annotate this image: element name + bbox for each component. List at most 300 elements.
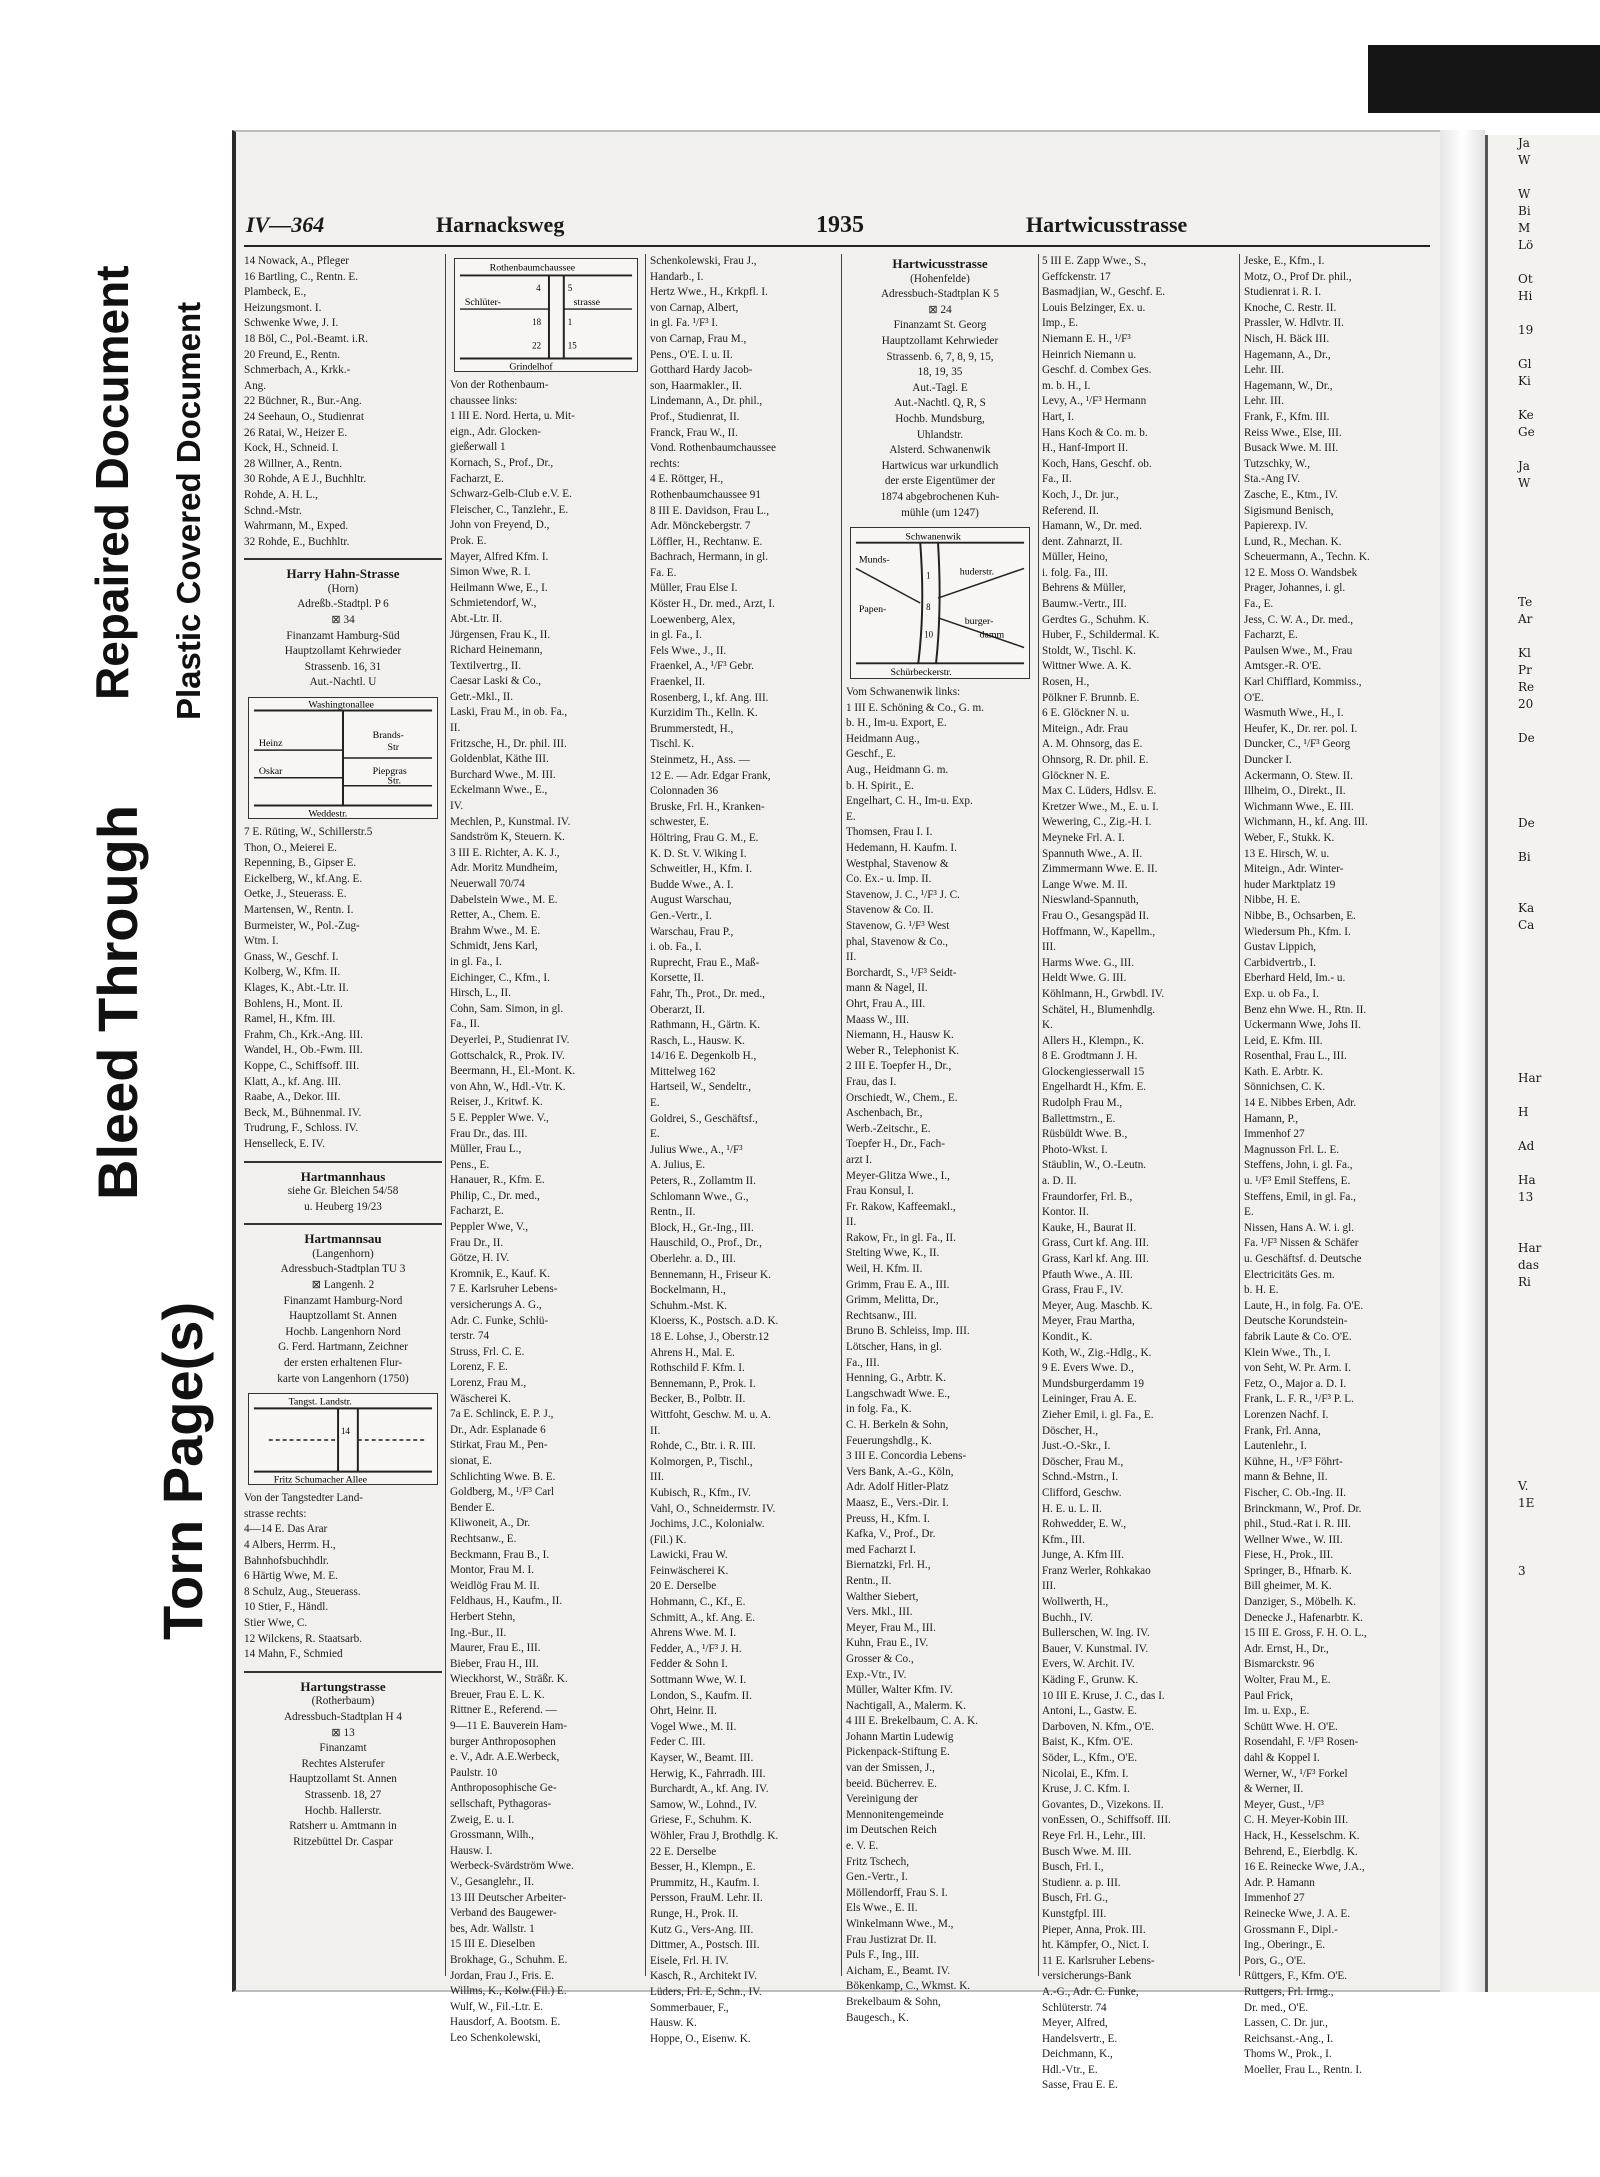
directory-line: Antoni, L., Gastw. E.	[1042, 1705, 1137, 1718]
directory-line: Pfauth Wwe., A. III.	[1042, 1268, 1133, 1281]
directory-line: 8 III E. Davidson, Frau L.,	[650, 504, 769, 517]
directory-line: Rosenthal, Frau L., III.	[1244, 1050, 1347, 1063]
directory-line: Rosen, H.,	[1042, 676, 1090, 689]
column-separator	[645, 254, 646, 1976]
column-separator	[1239, 254, 1240, 1976]
directory-line: Eisele, Frl. H. IV.	[650, 1954, 729, 1967]
directory-line: Magnusson Frl. L. E.	[1244, 1143, 1340, 1156]
directory-line: Grass, Karl kf. Ang. III.	[1042, 1253, 1149, 1265]
directory-line: Sasse, Frau E. E.	[1042, 2079, 1118, 2092]
directory-line: Vogel Wwe., M. II.	[650, 1720, 737, 1733]
directory-line: Weidlög Frau M. II.	[450, 1579, 540, 1592]
directory-line: Prager, Johannes, i. gl.	[1244, 582, 1346, 595]
directory-line: Kurzidim Th., Kelln. K.	[650, 707, 758, 720]
directory-line: strasse rechts:	[244, 1507, 307, 1520]
map-label: 1	[926, 570, 931, 581]
directory-line: C. H. Meyer-Kobin III.	[1244, 1814, 1349, 1827]
directory-line: Caesar Laski & Co.,	[450, 675, 542, 688]
directory-line: Aut.-Nachtl. Q, R, S	[894, 397, 986, 410]
adjacent-page-fragment	[1488, 832, 1600, 849]
directory-line: Brekelbaum & Sohn,	[846, 1995, 941, 2008]
directory-line: Fa., II.	[1042, 473, 1072, 486]
directory-line: Louis Belzinger, Ex. u.	[1042, 301, 1146, 314]
directory-line: Nisch, H. Bäck III.	[1244, 332, 1330, 345]
directory-line: Koppe, C., Schiffsoff. III.	[244, 1059, 360, 1072]
directory-line: Wollwerth, H.,	[1042, 1596, 1109, 1609]
adjacent-page-fragment	[1488, 985, 1600, 1002]
directory-line: Pölkner F. Brunnb. E.	[1042, 691, 1140, 704]
directory-line: 14 Mahn, F., Schmied	[244, 1648, 343, 1661]
directory-line: son, Haarmakler., II.	[650, 379, 742, 392]
directory-page	[232, 130, 1440, 2092]
directory-line: Fleischer, C., Tanzlehr., E.	[450, 503, 569, 516]
directory-line: Struss, Frl. C. E.	[450, 1345, 525, 1358]
directory-line: 7a E. Schlinck, E. P. J.,	[450, 1408, 554, 1421]
directory-line: Knoche, C. Restr. II.	[1244, 301, 1337, 314]
directory-line: Getr.-Mkl., II.	[450, 690, 514, 703]
directory-line: Rittner E., Referend. —	[450, 1704, 557, 1717]
directory-line: Ramel, H., Kfm. III.	[244, 1013, 336, 1026]
directory-line: Miteign., Adr. Winter-	[1244, 863, 1344, 876]
directory-line: Feder C. III.	[650, 1736, 706, 1749]
directory-line: Bullerschen, W. Ing. IV.	[1042, 1627, 1150, 1640]
directory-line: Fa. ¹/F³ Nissen & Schäfer	[1244, 1237, 1359, 1250]
directory-line: Studienr. a. p. III.	[1042, 1876, 1121, 1889]
directory-line: Wasmuth Wwe., H., I.	[1244, 707, 1344, 720]
directory-line: Hamann, P.,	[1244, 1112, 1299, 1125]
directory-line: 5 III E. Zapp Wwe., S.,	[1042, 255, 1147, 267]
directory-line: Kfm., III.	[1042, 1533, 1085, 1546]
directory-line: 14/16 E. Degenkolb H.,	[650, 1050, 757, 1063]
directory-line: Referend. II.	[1042, 504, 1099, 517]
directory-line: Meyer-Glitza Wwe., I.,	[846, 1169, 950, 1182]
directory-line: H. E. u. L. II.	[1042, 1502, 1102, 1515]
directory-line: Lautenlehr., I.	[1244, 1440, 1307, 1453]
directory-line: chaussee links:	[450, 394, 518, 407]
directory-line: Koth, W., Zig.-Hdlg., K.	[1042, 1346, 1152, 1359]
directory-line: Thoms W., Prok., I.	[1244, 2048, 1332, 2061]
directory-line: im Deutschen Reich	[846, 1824, 937, 1837]
directory-line: Baumw.-Vertr., III.	[1042, 598, 1127, 611]
adjacent-page-fragment	[1488, 1036, 1600, 1053]
directory-line: Engelhart, C. H., Im-u. Exp.	[846, 795, 973, 808]
directory-line: Meyer, Frau M., III.	[846, 1621, 936, 1634]
directory-line: Stoldt, W., Tischl. K.	[1042, 644, 1136, 657]
directory-line: Walther Siebert,	[846, 1590, 919, 1603]
directory-line: 7 E. Rüting, W., Schillerstr.5	[244, 826, 373, 839]
directory-line: versicherungs A. G.,	[450, 1299, 542, 1312]
adjacent-page-fragment	[1488, 1019, 1600, 1036]
directory-line: Laski, Frau M., in ob. Fa.,	[450, 706, 568, 719]
directory-line: 4 E. Röttger, H.,	[650, 473, 724, 486]
directory-line: Warschau, Frau P.,	[650, 925, 734, 938]
directory-line: Meyer, Alfred,	[1042, 2017, 1108, 2030]
directory-line: 4 Albers, Herrm. H.,	[244, 1539, 336, 1551]
directory-line: Fa., III.	[846, 1356, 880, 1369]
directory-line: Rathmann, H., Gärtn. K.	[650, 1019, 760, 1032]
directory-line: ht. Kämpfer, O., Nict. I.	[1042, 1939, 1150, 1952]
directory-line: Dr., Adr. Esplanade 6	[450, 1423, 546, 1436]
directory-line: Nieswland-Spannuth,	[1042, 894, 1139, 907]
entries-list	[244, 1491, 442, 1663]
directory-line: Hart, I.	[1042, 410, 1074, 423]
directory-line: Facharzt, E.	[450, 1205, 504, 1218]
directory-line: Gen.-Vertr., I.	[650, 909, 712, 922]
directory-line: Reye Frl. H., Lehr., III.	[1042, 1829, 1146, 1842]
map-label: 22	[532, 340, 542, 351]
directory-line: Exp. u. ob Fa., I.	[1244, 987, 1319, 1000]
map-label: Weddestr.	[308, 808, 348, 820]
directory-line: Beermann, H., El.-Mont. K.	[450, 1065, 576, 1078]
directory-line: Ruprecht, Frau E., Maß-	[650, 956, 760, 969]
adjacent-page-fragment	[1488, 1121, 1600, 1138]
adjacent-page-fragment	[1488, 1002, 1600, 1019]
column-2	[450, 254, 642, 2044]
directory-line: 13 E. Hirsch, W. u.	[1244, 847, 1330, 860]
adjacent-page-fragment: V.	[1518, 1479, 1529, 1493]
directory-line: ⊠ 34	[331, 614, 355, 627]
directory-line: arzt I.	[846, 1153, 873, 1166]
directory-line: Hartseil, W., Sendeltr.,	[650, 1081, 751, 1094]
directory-line: Hagemann, A., Dr.,	[1244, 348, 1331, 361]
directory-line: A.-G., Adr. C. Funke,	[1042, 1985, 1139, 1998]
map-label: Schwanenwik	[905, 531, 961, 543]
directory-line: 7 E. Karlsruher Lebens-	[450, 1283, 558, 1296]
directory-line: Richard Heinemann,	[450, 644, 543, 657]
directory-line: Scheuermann, A., Techn. K.	[1244, 551, 1370, 564]
directory-line: Leo Schenkolewski,	[450, 2031, 541, 2044]
directory-line: Klages, K., Abt.-Ltr. II.	[244, 981, 349, 994]
directory-line: b. H. E.	[1244, 1284, 1279, 1297]
directory-line: Ahrens H., Mal. E.	[650, 1346, 735, 1359]
directory-line: Pens., E.	[450, 1158, 490, 1171]
directory-line: Fetz, O., Major a. D. I.	[1244, 1377, 1347, 1390]
directory-line: Hausw. K.	[650, 2017, 697, 2030]
directory-line: Hauptzollamt St. Annen	[289, 1310, 397, 1323]
map-label: Oskar	[258, 765, 283, 777]
directory-line: Schlichting Wwe. B. E.	[450, 1470, 556, 1483]
directory-line: Korsette, II.	[650, 972, 704, 985]
directory-line: Becker, B., Polbtr. II.	[650, 1393, 746, 1406]
directory-line: 22 E. Derselbe	[650, 1845, 717, 1858]
directory-line: Simon Wwe, R. I.	[450, 566, 531, 579]
directory-line: Adr. Ernst, H., Dr.,	[1244, 1642, 1329, 1655]
directory-line: Langschwadt Wwe. E.,	[846, 1387, 950, 1400]
directory-line: Kuhn, Frau E., IV.	[846, 1637, 929, 1650]
directory-line: van der Smissen, J.,	[846, 1762, 935, 1775]
directory-line: fabrik Laute & Co. O'E.	[1244, 1330, 1352, 1343]
directory-line: Gotthard Hardy Jacob-	[650, 364, 753, 377]
adjacent-page-fragment	[1488, 577, 1600, 594]
adjacent-page-fragment	[1488, 526, 1600, 543]
directory-line: Herwig, K., Fahrradh. III.	[650, 1767, 766, 1780]
directory-line: Maurer, Frau E., III.	[450, 1642, 541, 1655]
adjacent-page-fragment: Ha	[1518, 1173, 1536, 1187]
directory-line: Pors, G., O'E.	[1244, 1954, 1306, 1967]
directory-line: Möllendorff, Frau S. I.	[846, 1886, 948, 1899]
directory-line: Max C. Lüders, Hdlsv. E.	[1042, 785, 1157, 798]
directory-line: Von der Rothenbaum-	[450, 379, 549, 391]
adjacent-page-fragment	[1488, 339, 1600, 356]
directory-line: Schmitt, A., kf. Ang. E.	[650, 1611, 756, 1624]
directory-line: Schwenke Wwe, J. I.	[244, 317, 339, 330]
adjacent-page-fragment	[1488, 1223, 1600, 1240]
directory-line: Papierexp. IV.	[1244, 520, 1308, 533]
directory-line: Lorenzen Nachf. I.	[1244, 1408, 1329, 1421]
directory-line: Zieher Emil, i. gl. Fa., E.	[1042, 1408, 1154, 1421]
directory-line: burger Anthroposophen	[450, 1735, 556, 1748]
directory-line: Rohde, C., Btr. i. R. III.	[650, 1440, 756, 1453]
directory-line: 22 Büchner, R., Bur.-Ang.	[244, 395, 362, 408]
directory-line: Schnd.-Mstr.	[244, 504, 302, 517]
directory-line: Beckmann, Frau B., I.	[450, 1548, 550, 1561]
directory-line: Glockengiesserwall 15	[1042, 1065, 1145, 1078]
directory-line: Rudolph Frau M.,	[1042, 1097, 1123, 1110]
directory-line: Rosendahl, F. ¹/F³ Rosen-	[1244, 1736, 1359, 1749]
directory-line: Henselleck, E. IV.	[244, 1137, 325, 1150]
directory-line: Kafka, V., Prof., Dr.	[846, 1528, 936, 1541]
adjacent-page-fragment	[1488, 492, 1600, 509]
adjacent-page-fragment: H	[1518, 1105, 1529, 1119]
adjacent-page-fragment: 3	[1518, 1564, 1526, 1578]
adjacent-page-fragment: Ri	[1518, 1275, 1531, 1289]
left-street-heading: Harnacksweg	[436, 212, 565, 237]
directory-line: Prof., Studienrat, II.	[650, 410, 740, 423]
directory-line: Aut.-Nachtl. U	[309, 676, 377, 689]
adjacent-page-fragment	[1488, 1427, 1600, 1444]
directory-line: Prassler, W. Hdlvtr. II.	[1244, 317, 1344, 330]
adjacent-page-fragment	[1488, 441, 1600, 458]
directory-line: Kunstgfpl. III.	[1042, 1907, 1107, 1920]
directory-line: III.	[1042, 1580, 1056, 1593]
directory-line: Burchard Wwe., M. III.	[450, 768, 556, 781]
directory-line: Feuerungshdlg., K.	[846, 1434, 932, 1447]
directory-line: u. Geschäftsf. d. Deutsche	[1244, 1253, 1362, 1265]
entries-list	[244, 254, 442, 550]
directory-line: terstr. 74	[450, 1330, 490, 1343]
directory-line: Goldenblat, Käthe III.	[450, 753, 549, 766]
directory-line: Käding F., Grunw. K.	[1042, 1674, 1139, 1687]
directory-line: Hack, H., Kesselschm. K.	[1244, 1829, 1360, 1842]
directory-line: Adressbuch-Stadtplan TU 3	[280, 1263, 406, 1276]
directory-line: phal, Stavenow & Co.,	[846, 935, 948, 948]
directory-line: Fa. E.	[650, 566, 677, 579]
directory-line: III.	[650, 1471, 664, 1484]
directory-line: Winkelmann Wwe., M.,	[846, 1918, 954, 1930]
directory-line: Prok. E.	[450, 534, 487, 547]
directory-line: Oberarzt, II.	[650, 1003, 705, 1016]
directory-line: Besser, H., Klempn., E.	[650, 1861, 756, 1874]
street-info	[244, 1184, 442, 1215]
directory-line: sionat, E.	[450, 1454, 492, 1467]
directory-line: Clifford, Geschw.	[1042, 1486, 1122, 1499]
directory-line: 1 III E. Nord. Herta, u. Mit-	[450, 410, 575, 423]
directory-line: Kloerss, K., Postsch. a.D. K.	[650, 1315, 779, 1328]
directory-line: Uckermann Wwe, Johs II.	[1244, 1019, 1361, 1032]
directory-line: Philip, C., Dr. med.,	[450, 1189, 540, 1202]
directory-line: 2 III E. Toepfer H., Dr.,	[846, 1060, 952, 1073]
directory-line: Niemann, H., Hausw K.	[846, 1029, 954, 1042]
directory-line: Thon, O., Meierei E.	[244, 841, 337, 854]
directory-line: Kubisch, R., Kfm., IV.	[650, 1486, 751, 1499]
directory-line: Niemann E. H., ¹/F³	[1042, 332, 1131, 345]
map-label: huderstr.	[959, 566, 995, 578]
directory-line: Paulstr. 10	[450, 1766, 498, 1779]
directory-line: Zweig, E. u. I.	[450, 1813, 515, 1826]
adjacent-page-fragment: W	[1518, 476, 1531, 490]
directory-line: 15 III E. Dieselben	[450, 1938, 536, 1951]
directory-line: Leid, E. Kfm. III.	[1244, 1034, 1323, 1047]
directory-line: bes, Adr. Wallstr. 1	[450, 1922, 535, 1935]
directory-line: 30 Rohde, A E J., Buchhltr.	[244, 473, 367, 486]
directory-line: Aug., Heidmann G. m.	[846, 764, 949, 777]
directory-line: Nachtigall, A., Malerm. K.	[846, 1699, 966, 1712]
map-label: 5	[567, 283, 573, 294]
directory-line: Frank, F., Kfm. III.	[1244, 410, 1330, 423]
directory-line: Busch, Frl. I.,	[1042, 1861, 1104, 1874]
directory-line: Zimmermann Wwe. E. II.	[1042, 863, 1158, 876]
directory-line: in gl. Fa., I.	[450, 955, 502, 968]
adjacent-page-fragment	[1488, 1342, 1600, 1359]
directory-line: Fedder & Sohn I.	[650, 1658, 728, 1671]
directory-line: b. H. Spirit., E.	[846, 779, 914, 792]
directory-line: Toepfer H., Dr., Fach-	[846, 1138, 945, 1151]
entries-list	[244, 825, 442, 1152]
directory-line: Kruse, J. C. Kfm. I.	[1042, 1783, 1130, 1796]
directory-line: II.	[650, 1424, 661, 1437]
directory-line: 10 III E. Kruse, J. C., das I.	[1042, 1689, 1165, 1702]
directory-line: 8 Schulz, Aug., Steuerass.	[244, 1585, 361, 1598]
directory-line: Strassenb. 18, 27	[304, 1788, 382, 1801]
adjacent-page-fragment	[1488, 1155, 1600, 1172]
directory-line: Just.-O.-Skr., I.	[1042, 1440, 1111, 1453]
adjacent-page-fragment: Bi	[1518, 850, 1531, 864]
book-gutter	[1440, 130, 1485, 1992]
directory-line: Facharzt, E.	[1244, 629, 1298, 642]
directory-line: Rothschild F. Kfm. I.	[650, 1362, 745, 1375]
directory-line: 18 Böl, C., Pol.-Beamt. i.R.	[244, 332, 369, 345]
directory-line: Bennemann, H., Friseur K.	[650, 1268, 771, 1281]
street-info	[244, 597, 442, 691]
directory-line: Bruske, Frl. H., Kranken-	[650, 800, 765, 813]
directory-line: Wieckhorst, W., Sträßr. K.	[450, 1673, 568, 1686]
directory-line: Schnd.-Mstrn., I.	[1042, 1471, 1119, 1484]
directory-line: dahl & Koppel I.	[1244, 1752, 1320, 1764]
directory-line: mann & Nagel, II.	[846, 982, 928, 995]
directory-line: Peppler Wwe, V.,	[450, 1221, 528, 1234]
directory-line: Moeller, Frau L., Rentn. I.	[1244, 2063, 1362, 2076]
directory-line: Weber, F., Stukk. K.	[1244, 831, 1335, 844]
directory-line: Buchh., IV.	[1042, 1611, 1093, 1624]
directory-line: Levy, A., ¹/F³ Hermann	[1042, 395, 1147, 408]
directory-line: Hans Koch & Co. m. b.	[1042, 426, 1148, 439]
directory-line: Kornach, S., Prof., Dr.,	[450, 456, 554, 469]
directory-line: Geschf. d. Combex Ges.	[1042, 364, 1152, 377]
directory-line: Schmidt, Jens Karl,	[450, 940, 538, 953]
directory-line: Johann Martin Ludewig	[846, 1730, 954, 1743]
directory-line: Zasche, E., Ktm., IV.	[1244, 488, 1338, 501]
directory-line: der erste Eigentümer der	[884, 475, 996, 488]
directory-line: Rentn., II.	[650, 1206, 696, 1219]
directory-line: Adr. Adolf Hitler-Platz	[846, 1481, 949, 1494]
directory-line: Lorenz, Frau M.,	[450, 1377, 527, 1389]
directory-line: Retter, A., Chem. E.	[450, 909, 541, 922]
directory-line: Franck, Frau W., II.	[650, 426, 738, 439]
directory-line: Stier Wwe, C.	[244, 1616, 308, 1629]
directory-line: Feinwäscherei K.	[650, 1564, 729, 1577]
directory-line: Finanzamt Hamburg-Süd	[286, 629, 400, 642]
directory-line: Köhlmann, H., Grwbdl. IV.	[1042, 987, 1165, 1000]
adjacent-page-fragment: De	[1518, 731, 1535, 745]
directory-line: Mundsburgerdamm 19	[1042, 1377, 1145, 1390]
directory-line: Grimm, Frau E. A., III.	[846, 1278, 950, 1291]
directory-line: Vers. Mkl., III.	[846, 1606, 913, 1619]
directory-line: Tutzschky, W.,	[1244, 457, 1310, 470]
directory-line: Werner, W., ¹/F³ Forkel	[1244, 1767, 1348, 1780]
directory-line: Sigismund Benisch,	[1244, 504, 1334, 517]
directory-line: Handarb., I.	[650, 270, 704, 283]
district-label: (Horn)	[327, 582, 359, 595]
directory-line: Kock, H., Schneid. I.	[244, 442, 339, 455]
directory-line: Adr. C. Funke, Schlü-	[450, 1314, 549, 1327]
directory-line: Engelhardt H., Kfm. E.	[1042, 1081, 1147, 1094]
directory-line: Kontor. II.	[1042, 1206, 1089, 1219]
directory-line: Müller, Heino,	[1042, 551, 1108, 564]
directory-line: Adreßb.-Stadtpl. P 6	[297, 598, 389, 611]
directory-line: schwester, E.	[650, 816, 709, 829]
directory-line: Fraenkel, A., ¹/F³ Gebr.	[650, 660, 754, 673]
directory-line: Denecke J., Hafenarbtr. K.	[1244, 1611, 1363, 1624]
repaired-document-label: Repaired Document	[86, 265, 138, 700]
directory-line: 20 Freund, E., Rentn.	[244, 348, 341, 361]
map-label: Heinz	[258, 738, 283, 750]
directory-line: Baist, K., Kfm. O'E.	[1042, 1736, 1133, 1749]
adjacent-page-fragment: Ke	[1518, 408, 1534, 422]
column-separator	[841, 254, 842, 1976]
directory-line: Mechlen, P., Kunstmal. IV.	[450, 815, 571, 828]
district-label: (Langenhorn)	[312, 1247, 374, 1260]
directory-line: Finanzamt	[319, 1742, 367, 1755]
directory-line: 16 E. Reinecke Wwe, J.A.,	[1244, 1861, 1365, 1874]
directory-line: Fedder, A., ¹/F³ J. H.	[650, 1642, 742, 1655]
directory-line: Reinecke Wwe, J. A. E.	[1244, 1907, 1351, 1920]
directory-line: A. M. Ohnsorg, das E.	[1042, 738, 1143, 751]
directory-line: Bender E.	[450, 1501, 495, 1514]
directory-line: Uhlandstr.	[916, 428, 964, 441]
torn-pages-label: Torn Page(s)	[151, 1301, 214, 1640]
adjacent-page-fragment: Ar	[1518, 612, 1533, 626]
directory-line: Rasch, L., Hausw. K.	[650, 1034, 745, 1047]
directory-line: Klatt, A., kf. Ang. III.	[244, 1075, 341, 1088]
directory-line: Bismarckstr. 96	[1244, 1658, 1315, 1671]
directory-line: Martensen, W., Rentn. I.	[244, 904, 354, 916]
directory-line: Frank, L. F. R., ¹/F³ P. L.	[1244, 1393, 1354, 1406]
directory-line: Grosser & Co.,	[846, 1652, 914, 1665]
directory-line: Biernatzki, Frl. H.,	[846, 1559, 931, 1572]
directory-line: Heldt Wwe. G. III.	[1042, 972, 1127, 985]
directory-line: mühle (um 1247)	[901, 506, 979, 519]
directory-line: Grimm, Melitta, Dr.,	[846, 1294, 939, 1307]
directory-line: von Seht, W. Pr. Arm. I.	[1244, 1362, 1351, 1375]
directory-line: Motz, O., Prof Dr. phil.,	[1244, 270, 1352, 283]
directory-line: Lassen, C. Dr. jur.,	[1244, 2017, 1328, 2030]
directory-line: 3 III E. Richter, A. K. J.,	[450, 846, 560, 859]
street-info	[244, 1710, 442, 1850]
adjacent-page-fragment	[1488, 1529, 1600, 1546]
street-map-hartwicusstrasse	[850, 527, 1030, 679]
adjacent-page-fragment: Gl	[1518, 357, 1532, 371]
map-label: Washingtonallee	[308, 699, 374, 711]
